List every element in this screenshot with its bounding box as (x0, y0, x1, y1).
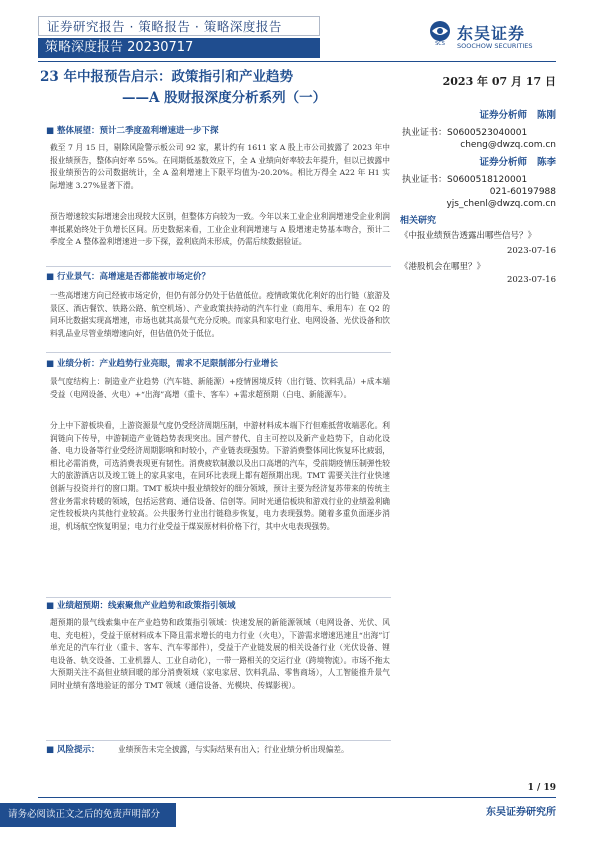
logo-text-cn: 东吴证券 (457, 24, 526, 43)
page-number: 1 / 19 (527, 783, 556, 793)
related-item-title[interactable]: 《港股机会在哪里？》 (400, 262, 486, 272)
section-heading: ■ 行业景气：高增速是否都能被市场定价？ (46, 272, 211, 282)
related-heading: 相关研究 (400, 216, 437, 226)
svg-text:SCS: SCS (435, 41, 445, 46)
disclaimer-banner[interactable]: 请务必阅读正文之后的免责声明部分 (0, 803, 176, 827)
report-date: 2023 年 07 月 17 日 (442, 75, 556, 88)
bullet-icon: ■ (46, 359, 55, 369)
divider (46, 740, 391, 741)
company-logo (427, 20, 555, 52)
paragraph: 一些高增速方向已经被市场定价，但仍有部分仍处于估值低位。疫情政策优化利好的出行链（旅游及景区、酒店餐饮、铁路公路、航空机场）、产业政策扶持动的汽车行业（商用车、乘用车）在 Q2 的同环比数据实现高增速，市场也就其高景气充分反映。而家具和家电行业、电网设备、光伏设备和饮料乳品业尽管业绩增速向好，但估值仍处于低位。 (50, 291, 390, 338)
paragraph: 预告增速较实际增速会出现较大区别，但整体方向较为一致。今年以来工业企业利润增速受企业利润率抵累始终处于负增长区间。历史数据来看，工业企业利润增速与 A 股增速走势基本吻合，预计二季度全 A 整体盈利增速进一步下探，盈利底尚未形成，仍需后续数据验证。 (50, 212, 390, 247)
related-item-title[interactable]: 《中报业绩预告透露出哪些信号？》 (400, 231, 537, 241)
divider (46, 352, 391, 353)
license-label: 执业证书： (402, 128, 448, 138)
paragraph: 业绩预告未完全披露，与实际结果有出入；行业业绩分析出现偏差。 (118, 745, 349, 754)
analyst-role: 证券分析师 (479, 157, 527, 168)
analyst-2-heading (402, 154, 556, 168)
section-heading: ■ 整体展望：预计二季度盈利增速进一步下探 (46, 126, 219, 136)
section-heading: ■ 业绩分析：产业趋势行业亮眼，需求不足限制部分行业增长 (46, 359, 279, 369)
analyst-1-heading (402, 107, 556, 121)
related-research (400, 213, 556, 285)
section-heading: ■ 业绩超预期：线索聚焦产业趋势和政策指引领域 (46, 601, 236, 611)
logo-text-en: SOOCHOW SECURITIES (457, 42, 533, 50)
analyst-name: 陈李 (536, 157, 556, 168)
bullet-icon: ■ (46, 126, 55, 136)
divider (46, 266, 391, 267)
divider (46, 597, 391, 598)
bullet-icon: ■ (46, 601, 55, 611)
header-rule (38, 61, 556, 62)
paragraph: 截至 7 月 15 日，剔除风险警示板公司 92 家，累计约有 1611 家 A 股上市公司披露了 2023 年中报业绩预告，整体向好率 55%。在同期低基数效应下，全 A 业绩向好率较去年提升，但以已披露中报业绩预告的公司数据统计，全 A 盈利增速上下限平均值为-20.20%。相比万得全 A22 年 H1 实际增速 3.27%显著下滑。 (50, 143, 390, 190)
paragraph: 超预期的景气线索集中在产业趋势和政策指引领域：快速发展的新能源领域（电网设备、光伏、风电、充电桩），受益于原材料成本下降且需求增长的电力行业（火电），下游需求增速迅速且“出海”订单充足的汽车行业（重卡、客车、汽车零部件），受益于产业链发展的相关设备行业（光伏设备、锂电设备、轨交设备、工业机器人、工业自动化），一带一路相关的交运行业（跨境物流）。市场不拖太大预期关注不高但业绩回暖的部分消费领域（家电家居、饮料乳品、零售商场），人工智能推升景气同时业绩有落地验证的部分 TMT 领域（通信设备、光模块、传媒影视）。 (50, 618, 390, 690)
analyst-block (402, 107, 556, 209)
related-item-date: 2023-07-16 (506, 275, 556, 285)
report-type-banner: 策略深度报告 20230717 (38, 38, 320, 58)
related-item-date: 2023-07-16 (506, 246, 556, 256)
breadcrumb: 证券研究报告 · 策略报告 · 策略深度报告 (38, 16, 320, 36)
analyst-license-row (402, 125, 556, 138)
logo-mark-icon (427, 20, 453, 46)
analyst-email[interactable]: yjs_chenl@dwzq.com.cn (446, 199, 556, 209)
bullet-icon: ■ (46, 745, 55, 755)
bullet-icon: ■ (46, 272, 55, 282)
paragraph: 分上中下游板块看，上游资源景气度仍受经济周期压制，中游材料成本端下行但难抵营收端恶化。利润链向下传导，中游制造产业链趋势表现突出。国产替代、自主可控以及新产业趋势下，自动化设备、电力设备等行业受经济周期影响和时较小，产业链表现强势。下游消费整体同比恢复环比疲弱，相比必需消费，可选消费表现更有韧性。消费疲软制激以及出口高增的汽车，受前期疫情压制弹性较大的旅游酒店以及竣工链上的家具家电，在同环比表现上都有超预期出现。TMT 需要关注行业快速创新与投资并行的窗口期。TMT 板块中报业绩较好的细分领域，预计主要为经济复苏带来的传统主营业务需求转暖的领域，包括运营商、通信设备、信创等。同时光通信板块和游戏行业的业绩盈利确定性较板块内其他行业较高。公共服务行业出行链稳步恢复，电力表现强势。随着多重负面逐步消退，机场航空恢复明显；电力行业受益于煤炭原材料价格下行，其中火电表现强势。 (50, 421, 390, 531)
section-heading: ■ 风险提示： (46, 745, 100, 755)
footer-rule (38, 797, 556, 798)
analyst-role: 证券分析师 (479, 110, 527, 121)
page-title-line2: ——A 股财报深度分析系列（一） (122, 90, 327, 106)
analyst-email[interactable]: cheng@dwzq.com.cn (460, 140, 556, 150)
analyst-phone: 021-60197988 (489, 187, 556, 197)
analyst-name: 陈刚 (536, 110, 556, 121)
company-name: 东吴证券研究所 (486, 807, 556, 818)
page-title-line1: 23 年中报预告启示：政策指引和产业趋势 (40, 69, 293, 85)
analyst-license-row (402, 172, 556, 185)
license-number: S0600518120001 (447, 175, 528, 185)
license-number: S0600523040001 (447, 128, 528, 138)
paragraph: 景气度结构上：制造业产业趋势（汽车链、新能源）+疫情困境反转（出行链、饮料乳品）+成本端受益（电网设备、火电）+“出海”高增（重卡、客车）+需求超预期（白电、新能源车）。 (50, 377, 390, 399)
license-label: 执业证书： (402, 175, 448, 185)
